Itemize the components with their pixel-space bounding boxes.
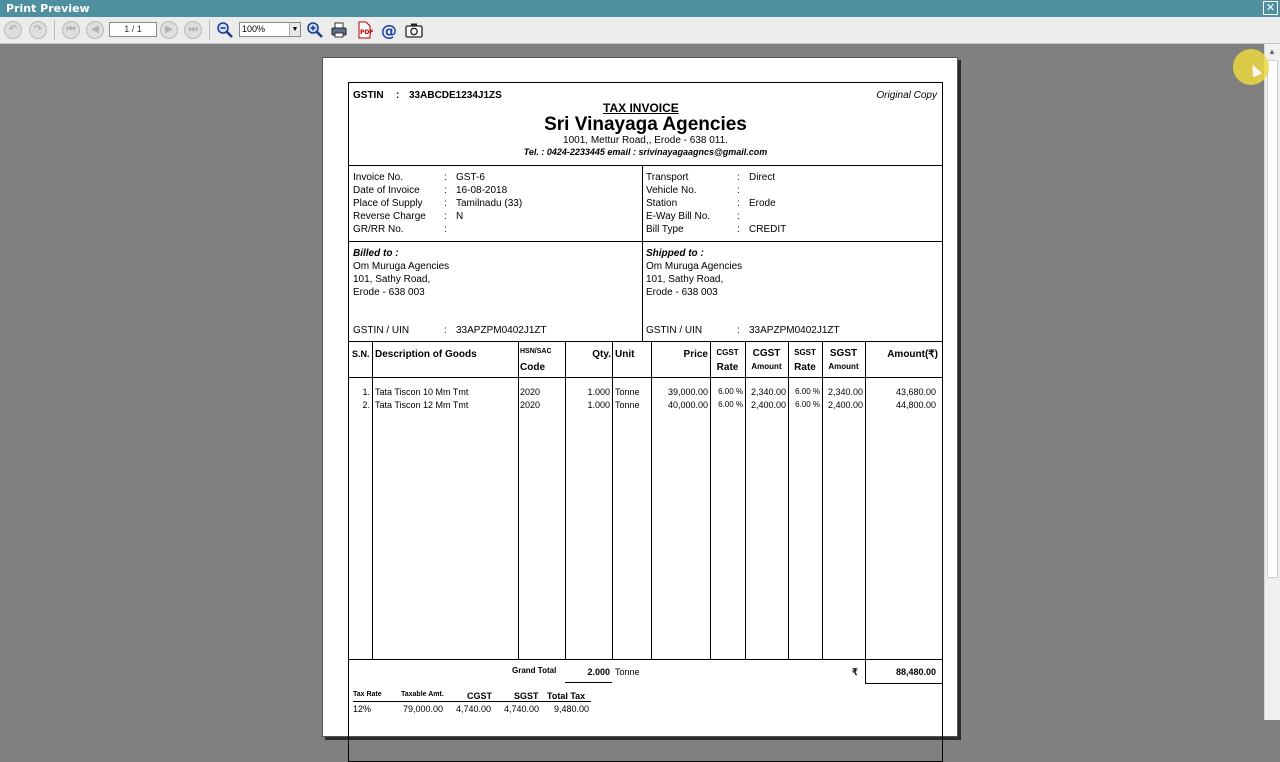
item-hsn: 2020 bbox=[520, 387, 541, 397]
col-header-cgst-amt-sub: Amount bbox=[751, 362, 782, 371]
item-sn: 2. bbox=[362, 400, 370, 410]
tax-header-taxable: Taxable Amt. bbox=[401, 691, 444, 698]
billed-address-line: 101, Sathy Road, bbox=[353, 274, 431, 285]
gstin-value: 33ABCDE1234J1ZS bbox=[409, 90, 502, 101]
tax-row-taxable: 79,000.00 bbox=[402, 704, 443, 714]
billed-address-line: Erode - 638 003 bbox=[353, 287, 425, 298]
shipped-name: Om Muruga Agencies bbox=[646, 261, 743, 272]
meta-colon: : bbox=[737, 224, 740, 235]
tax-row-sgst: 4,740.00 bbox=[503, 704, 539, 714]
meta-colon: : bbox=[737, 185, 740, 196]
doc-title: TAX INVOICE bbox=[603, 101, 679, 115]
item-sgst-amount: 2,400.00 bbox=[827, 400, 863, 410]
tax-row-cgst: 4,740.00 bbox=[455, 704, 491, 714]
email-icon[interactable] bbox=[380, 21, 398, 39]
tax-header-rate: Tax Rate bbox=[353, 691, 382, 698]
meta-label: Station bbox=[646, 198, 678, 209]
col-header-amount: Amount(₹) bbox=[887, 349, 938, 360]
meta-colon: : bbox=[737, 325, 740, 336]
col-header-desc: Description of Goods bbox=[375, 349, 477, 360]
meta-colon: : bbox=[444, 198, 447, 209]
divider bbox=[349, 377, 942, 378]
invoice-date: 16-08-2018 bbox=[456, 185, 508, 196]
col-header-cgst-rate: CGST bbox=[716, 348, 739, 357]
scrollbar-thumb[interactable] bbox=[1267, 60, 1278, 578]
meta-colon: : bbox=[444, 172, 447, 183]
reverse-charge: N bbox=[456, 211, 464, 222]
col-header-sn: S.N. bbox=[352, 349, 370, 359]
item-unit: Tonne bbox=[615, 387, 640, 397]
divider bbox=[865, 683, 942, 684]
page-number-input[interactable]: 1 / 1 bbox=[109, 22, 157, 37]
next-page-icon[interactable]: ▶ bbox=[160, 21, 178, 39]
svg-text:@: @ bbox=[381, 21, 397, 39]
col-header-sgst-amt: SGST bbox=[829, 348, 858, 359]
item-hsn: 2020 bbox=[520, 400, 541, 410]
meta-label: Date of Invoice bbox=[353, 185, 420, 196]
printer-icon[interactable] bbox=[330, 21, 348, 39]
item-cgst-amount: 2,340.00 bbox=[750, 387, 786, 397]
bill-type: CREDIT bbox=[749, 224, 787, 235]
billed-gstin: 33APZPM0402J1ZT bbox=[456, 325, 547, 336]
item-amount: 44,800.00 bbox=[895, 400, 936, 410]
item-cgst-rate: 6.00 % bbox=[718, 387, 743, 396]
tax-row-rate: 12% bbox=[353, 704, 372, 714]
divider bbox=[353, 701, 591, 702]
col-header-sgst-amt-sub: Amount bbox=[828, 362, 859, 371]
tax-row-total: 9,480.00 bbox=[553, 704, 589, 714]
meta-colon: : bbox=[737, 172, 740, 183]
billed-name: Om Muruga Agencies bbox=[353, 261, 450, 272]
item-description: Tata Tiscon 10 Mm Tmt bbox=[375, 387, 469, 397]
tax-header-sgst: SGST bbox=[514, 691, 539, 701]
shipped-to-heading: Shipped to : bbox=[646, 248, 704, 259]
copy-label: Original Copy bbox=[876, 90, 937, 101]
place-of-supply: Tamilnadu (33) bbox=[456, 198, 523, 209]
preview-toolbar bbox=[0, 17, 1280, 44]
grand-total-qty: 2.000 bbox=[587, 667, 610, 677]
item-amount: 43,680.00 bbox=[895, 387, 936, 397]
tax-header-cgst: CGST bbox=[467, 691, 493, 701]
meta-colon: : bbox=[444, 325, 447, 336]
meta-colon: : bbox=[444, 224, 447, 235]
camera-icon[interactable] bbox=[405, 21, 423, 39]
company-name: Sri Vinayaga Agencies bbox=[544, 114, 747, 135]
col-header-cgst-amt: CGST bbox=[752, 348, 781, 359]
company-address: 1001, Mettur Road,, Erode - 638 011. bbox=[563, 135, 728, 146]
item-qty: 1.000 bbox=[587, 387, 610, 397]
meta-label: Bill Type bbox=[646, 224, 684, 235]
zoom-select[interactable] bbox=[239, 22, 301, 37]
grand-total-unit: Tonne bbox=[615, 667, 640, 677]
col-header-sgst-rate-sub: Rate bbox=[794, 362, 816, 373]
item-qty: 1.000 bbox=[587, 400, 610, 410]
window-title: Print Preview bbox=[6, 2, 90, 15]
billed-gstin-label: GSTIN / UIN bbox=[353, 325, 410, 336]
toolbar-separator bbox=[209, 20, 210, 40]
column-rule bbox=[612, 341, 613, 659]
item-description: Tata Tiscon 12 Mm Tmt bbox=[375, 400, 469, 410]
item-sgst-amount: 2,340.00 bbox=[827, 387, 863, 397]
meta-colon: : bbox=[444, 185, 447, 196]
prev-page-icon[interactable]: ◀ bbox=[86, 21, 104, 39]
invoice-number: GST-6 bbox=[456, 172, 485, 183]
meta-label: Invoice No. bbox=[353, 172, 404, 183]
vertical-scrollbar[interactable] bbox=[1264, 44, 1280, 720]
zoom-in-icon[interactable] bbox=[306, 21, 324, 39]
transport: Direct bbox=[749, 172, 776, 183]
divider bbox=[642, 165, 643, 341]
shipped-address-line: 101, Sathy Road, bbox=[646, 274, 724, 285]
meta-label: E-Way Bill No. bbox=[646, 211, 711, 222]
col-header-qty: Qty. bbox=[592, 349, 611, 360]
item-cgst-amount: 2,400.00 bbox=[750, 400, 786, 410]
divider bbox=[565, 682, 612, 683]
window-titlebar bbox=[0, 0, 1280, 17]
preview-page bbox=[322, 57, 958, 737]
divider bbox=[349, 241, 942, 242]
meta-label: Transport bbox=[646, 172, 689, 183]
divider bbox=[349, 341, 942, 342]
station: Erode bbox=[749, 198, 776, 209]
shipped-gstin-label: GSTIN / UIN bbox=[646, 325, 703, 336]
company-contact: Tel. : 0424-2233445 email : srivinayagaagncs@gmail.com bbox=[523, 147, 768, 157]
back-icon[interactable]: ↶ bbox=[4, 21, 22, 39]
first-page-icon[interactable]: ⏮ bbox=[62, 21, 80, 39]
item-sn: 1. bbox=[362, 387, 370, 397]
grand-total-amount: 88,480.00 bbox=[895, 667, 936, 677]
column-rule bbox=[518, 341, 519, 659]
meta-label: Vehicle No. bbox=[646, 185, 697, 196]
svg-text:PDF: PDF bbox=[360, 29, 373, 36]
zoom-out-icon[interactable] bbox=[216, 21, 234, 39]
item-unit: Tonne bbox=[615, 400, 640, 410]
gstin-label: GSTIN bbox=[353, 90, 384, 101]
meta-label: Reverse Charge bbox=[353, 211, 426, 222]
billed-to-heading: Billed to : bbox=[353, 248, 399, 259]
col-header-hsn-code: Code bbox=[520, 362, 545, 373]
item-cgst-rate: 6.00 % bbox=[718, 400, 743, 409]
meta-colon: : bbox=[737, 211, 740, 222]
meta-label: Place of Supply bbox=[353, 198, 423, 209]
col-header-unit: Unit bbox=[615, 349, 635, 360]
pdf-export-icon[interactable] bbox=[355, 21, 373, 39]
tax-header-total: Total Tax bbox=[547, 691, 586, 701]
item-price: 39,000.00 bbox=[667, 387, 708, 397]
close-button[interactable]: ✕ bbox=[1263, 1, 1278, 15]
col-header-sgst-rate: SGST bbox=[794, 348, 816, 357]
column-rule bbox=[372, 341, 373, 659]
tax-invoice bbox=[348, 82, 943, 762]
shipped-address-line: Erode - 638 003 bbox=[646, 287, 718, 298]
last-page-icon[interactable]: ⏭ bbox=[184, 21, 202, 39]
col-header-cgst-rate-sub: Rate bbox=[716, 362, 739, 373]
zoom-value: 100% bbox=[242, 24, 266, 34]
meta-colon: : bbox=[444, 211, 447, 222]
divider bbox=[349, 659, 942, 660]
shipped-gstin: 33APZPM0402J1ZT bbox=[749, 325, 840, 336]
chevron-down-icon[interactable]: ▼ bbox=[289, 23, 300, 36]
scroll-up-icon[interactable]: ▲ bbox=[1268, 47, 1276, 56]
toolbar-separator bbox=[54, 20, 55, 40]
grand-total-label: Grand Total bbox=[512, 666, 557, 675]
gstin-colon: : bbox=[396, 90, 400, 101]
item-sgst-rate: 6.00 % bbox=[795, 400, 820, 409]
item-price: 40,000.00 bbox=[667, 400, 708, 410]
forward-icon[interactable]: ↷ bbox=[29, 21, 47, 39]
meta-colon: : bbox=[737, 198, 740, 209]
col-header-hsn: HSN/SAC bbox=[520, 348, 552, 355]
col-header-price: Price bbox=[683, 349, 708, 360]
meta-label: GR/RR No. bbox=[353, 224, 404, 235]
divider bbox=[349, 165, 942, 166]
item-sgst-rate: 6.00 % bbox=[795, 387, 820, 396]
rupee-icon: ₹ bbox=[852, 667, 858, 677]
